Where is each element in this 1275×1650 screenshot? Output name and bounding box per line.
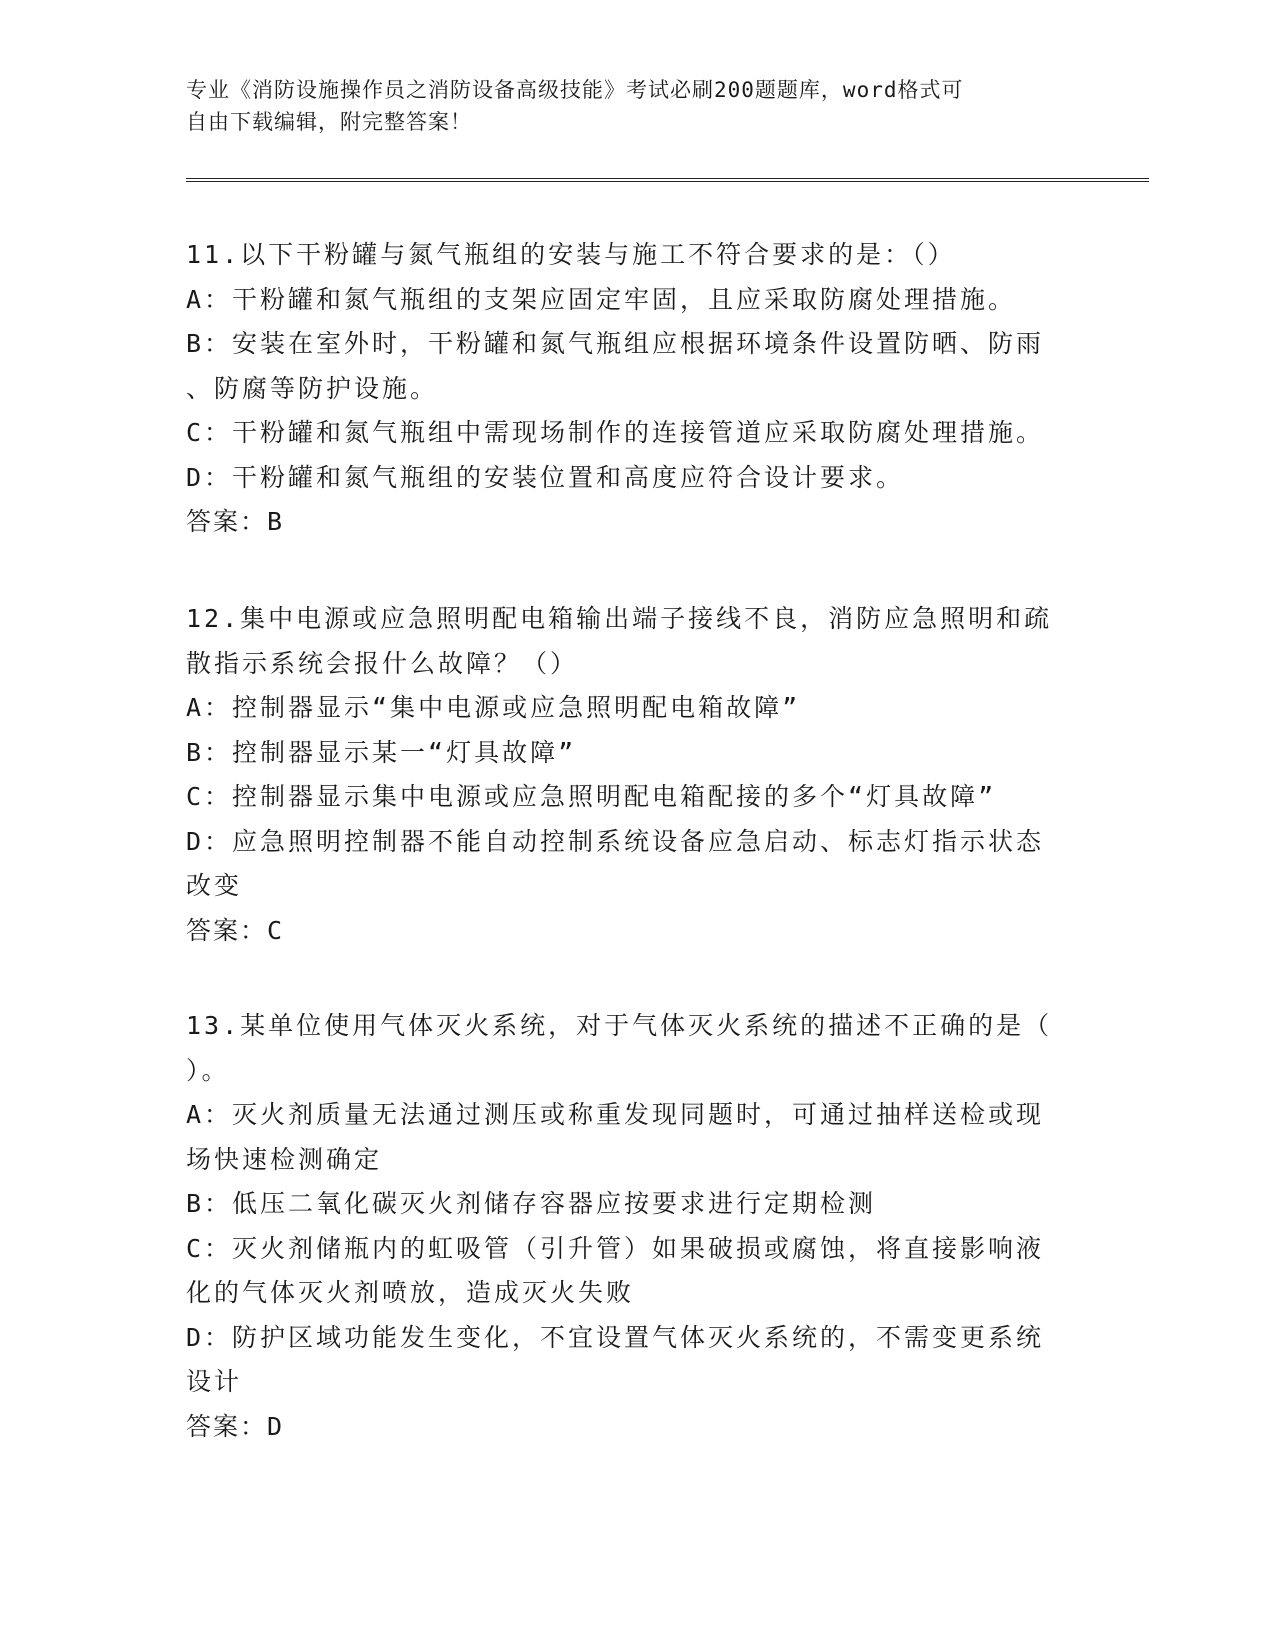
option-d-continued: 设计 — [186, 1367, 243, 1396]
answer-label: 答案：D — [186, 1411, 285, 1441]
question-13 — [186, 1004, 1086, 1449]
page-header — [186, 74, 1066, 138]
option-a: A：灭火剂质量无法通过测压或称重发现同题时，可通过抽样送检或现 — [186, 1100, 1045, 1129]
option-c: C：干粉罐和氮气瓶组中需现场制作的连接管道应采取防腐处理措施。 — [186, 418, 1045, 447]
option-d: D：干粉罐和氮气瓶组的安装位置和高度应符合设计要求。 — [186, 462, 905, 492]
option-c: C：灭火剂储瓶内的虹吸管（引升管）如果破损或腐蚀，将直接影响液 — [186, 1233, 1045, 1263]
option-c: C：控制器显示集中电源或应急照明配电箱配接的多个“灯具故障” — [186, 782, 997, 811]
question-stem: 12.集中电源或应急照明配电箱输出端子接线不良，消防应急照明和疏 — [186, 604, 1053, 633]
question-stem: 11.以下干粉罐与氮气瓶组的安装与施工不符合要求的是：（） — [186, 240, 956, 269]
header-divider — [186, 178, 1149, 182]
question-stem: 13.某单位使用气体灭火系统，对于气体灭火系统的描述不正确的是（ — [186, 1011, 1053, 1040]
option-d: D：应急照明控制器不能自动控制系统设备应急启动、标志灯指示状态 — [186, 826, 1045, 856]
header-line: 专业《消防设施操作员之消防设备高级技能》考试必刷200题题库，word格式可 — [186, 78, 964, 102]
option-a-continued: 场快速检测确定 — [186, 1144, 383, 1174]
option-b: B：低压二氧化碳灭火剂储存容器应按要求进行定期检测 — [186, 1189, 877, 1218]
option-b: B：控制器显示某一“灯具故障” — [186, 737, 577, 767]
question-stem-continued: 散指示系统会报什么故障？（） — [186, 648, 579, 678]
option-d: D：防护区域功能发生变化，不宜设置气体灭火系统的，不需变更系统 — [186, 1322, 1045, 1352]
answer-label: 答案：B — [186, 507, 285, 536]
option-b: B：安装在室外时，干粉罐和氮气瓶组应根据环境条件设置防晒、防雨 — [186, 329, 1045, 358]
question-11 — [186, 233, 1086, 545]
question-12 — [186, 597, 1086, 953]
option-a: A：干粉罐和氮气瓶组的支架应固定牢固，且应采取防腐处理措施。 — [186, 284, 1017, 314]
option-a: A：控制器显示“集中电源或应急照明配电箱故障” — [186, 693, 801, 722]
option-d-continued: 改变 — [186, 871, 243, 900]
answer-label: 答案：C — [186, 915, 285, 945]
option-c-continued: 化的气体灭火剂喷放，造成灭火失败 — [186, 1278, 635, 1307]
question-stem-continued: ）。 — [186, 1055, 230, 1085]
header-line: 自由下载编辑，附完整答案！ — [186, 110, 472, 134]
option-b-continued: 、防腐等防护设施。 — [186, 373, 439, 403]
